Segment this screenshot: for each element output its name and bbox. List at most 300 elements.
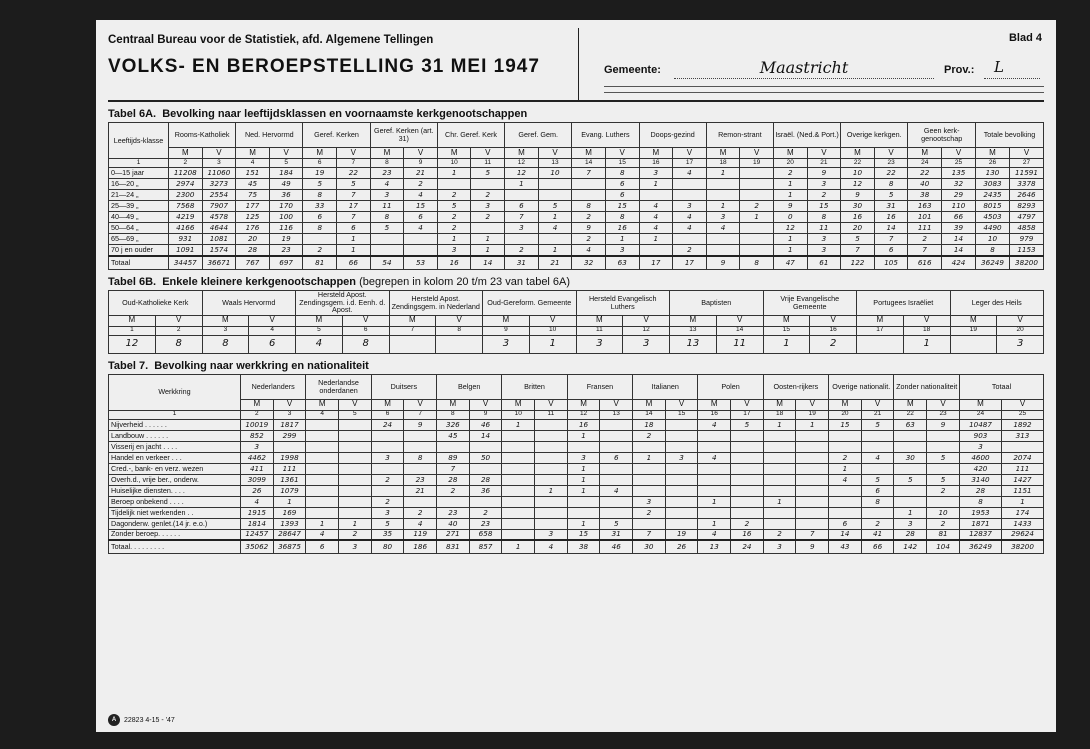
data-cell: 7 xyxy=(874,234,908,245)
sex-row xyxy=(109,315,1044,326)
data-cell: 3 xyxy=(437,245,471,256)
female-header: V xyxy=(927,399,960,410)
data-cell xyxy=(502,452,535,463)
data-cell: 12837 xyxy=(960,529,1002,540)
column-number: 4 xyxy=(249,326,296,335)
column-number: 15 xyxy=(605,159,639,168)
data-cell: 2300 xyxy=(169,190,203,201)
group-header: Ned. Hervormd xyxy=(236,123,303,148)
data-cell xyxy=(572,179,606,190)
data-cell xyxy=(371,463,404,474)
total-label: Totaal xyxy=(109,256,169,270)
data-cell: 28 xyxy=(236,245,270,256)
data-cell: 1 xyxy=(773,245,807,256)
data-cell: 119 xyxy=(404,529,437,540)
data-cell: 28 xyxy=(894,529,927,540)
column-number: 22 xyxy=(841,159,875,168)
male-header: M xyxy=(706,148,740,159)
gemeente-label: Gemeente: xyxy=(604,64,661,76)
male-header: M xyxy=(908,148,942,159)
female-header: V xyxy=(673,148,707,159)
data-cell: 1 xyxy=(273,496,306,507)
data-cell xyxy=(471,179,505,190)
column-number: 5 xyxy=(339,410,372,419)
column-number: 17 xyxy=(673,159,707,168)
data-cell xyxy=(829,496,862,507)
column-number: 25 xyxy=(942,159,976,168)
data-cell xyxy=(829,485,862,496)
data-cell: 2435 xyxy=(975,190,1009,201)
data-cell: 3 xyxy=(665,452,698,463)
data-cell: 5 xyxy=(861,474,894,485)
male-header: M xyxy=(763,399,796,410)
data-cell: 7 xyxy=(505,212,539,223)
table-6a-title xyxy=(108,108,1044,120)
column-number: 9 xyxy=(483,326,530,335)
data-cell xyxy=(370,234,404,245)
gemeente-value: Maastricht xyxy=(674,58,934,79)
female-header: V xyxy=(471,148,505,159)
column-number-row xyxy=(109,326,1044,335)
data-cell: 1 xyxy=(639,179,673,190)
data-cell xyxy=(639,190,673,201)
column-number: 3 xyxy=(273,410,306,419)
female-header: V xyxy=(269,148,303,159)
data-cell xyxy=(763,430,796,441)
data-cell: 5 xyxy=(731,419,764,430)
data-cell: 1915 xyxy=(241,507,274,518)
data-cell: 2 xyxy=(572,234,606,245)
data-cell xyxy=(306,474,339,485)
female-header: V xyxy=(202,148,236,159)
total-cell: 616 xyxy=(908,256,942,270)
table-row xyxy=(109,507,1044,518)
column-number: 8 xyxy=(437,410,470,419)
header-row xyxy=(109,290,1044,315)
data-cell xyxy=(502,474,535,485)
column-number: 11 xyxy=(576,326,623,335)
data-cell: 1 xyxy=(437,234,471,245)
data-cell: 49 xyxy=(269,179,303,190)
data-cell: 19 xyxy=(269,234,303,245)
total-cell: 36249 xyxy=(975,256,1009,270)
data-cell: 1 xyxy=(763,335,810,353)
group-header: Vrije Evangelische Gemeente xyxy=(763,290,857,315)
data-cell: 21 xyxy=(404,485,437,496)
data-cell: 1 xyxy=(538,212,572,223)
data-cell xyxy=(665,518,698,529)
data-cell: 1 xyxy=(706,201,740,212)
data-cell: 8 xyxy=(975,245,1009,256)
data-cell: 2 xyxy=(927,518,960,529)
column-number: 26 xyxy=(975,159,1009,168)
data-cell xyxy=(371,441,404,452)
total-cell: 36671 xyxy=(202,256,236,270)
column-number: 20 xyxy=(773,159,807,168)
data-cell: 1 xyxy=(706,168,740,179)
data-cell xyxy=(437,179,471,190)
data-cell: 3099 xyxy=(241,474,274,485)
header-rule xyxy=(604,86,1044,87)
total-cell: 697 xyxy=(269,256,303,270)
data-cell: 4600 xyxy=(960,452,1002,463)
data-cell xyxy=(796,441,829,452)
table-6b-number: Tabel 6B. xyxy=(108,275,157,288)
data-cell: 28647 xyxy=(273,529,306,540)
data-cell: 1 xyxy=(337,245,371,256)
data-cell: 2 xyxy=(471,212,505,223)
total-cell: 38200 xyxy=(1002,540,1044,554)
data-cell xyxy=(665,430,698,441)
data-cell xyxy=(339,463,372,474)
data-cell: 5 xyxy=(538,201,572,212)
data-cell: 2 xyxy=(371,474,404,485)
data-cell xyxy=(339,441,372,452)
row-label: 0—15 jaar xyxy=(109,168,169,179)
row-label: 16—20 „ xyxy=(109,179,169,190)
column-number: 25 xyxy=(1002,410,1044,419)
total-cell: 767 xyxy=(236,256,270,270)
column-number: 23 xyxy=(874,159,908,168)
row-label: Nijverheid . . . . . . xyxy=(109,419,241,430)
data-cell: 1 xyxy=(535,485,568,496)
total-cell: 81 xyxy=(303,256,337,270)
data-cell xyxy=(633,463,666,474)
data-cell: 1 xyxy=(639,234,673,245)
table-row xyxy=(109,201,1044,212)
group-header: Nederlandse onderdanen xyxy=(306,374,371,399)
female-header: V xyxy=(796,399,829,410)
data-cell: 26 xyxy=(241,485,274,496)
data-cell: 125 xyxy=(236,212,270,223)
data-cell: 2 xyxy=(437,223,471,234)
group-header: Oosten-rijkers xyxy=(763,374,828,399)
group-header: Britten xyxy=(502,374,567,399)
data-cell xyxy=(469,441,502,452)
column-number: 23 xyxy=(927,410,960,419)
data-cell: 5 xyxy=(471,168,505,179)
data-cell xyxy=(731,507,764,518)
data-cell xyxy=(829,507,862,518)
data-cell: 8 xyxy=(874,179,908,190)
male-header: M xyxy=(698,399,731,410)
data-cell: 18 xyxy=(633,419,666,430)
column-number: 24 xyxy=(908,159,942,168)
data-cell xyxy=(306,496,339,507)
table-row xyxy=(109,430,1044,441)
data-cell: 29 xyxy=(942,190,976,201)
data-cell xyxy=(861,507,894,518)
female-header: V xyxy=(807,148,841,159)
table-row xyxy=(109,518,1044,529)
data-cell: 16 xyxy=(874,212,908,223)
male-header: M xyxy=(241,399,274,410)
row-label: Visserij en jacht . . . . xyxy=(109,441,241,452)
data-cell xyxy=(339,430,372,441)
data-cell: 100 xyxy=(269,212,303,223)
data-cell: 2 xyxy=(471,190,505,201)
male-header: M xyxy=(483,315,530,326)
group-header: Remon-strant xyxy=(706,123,773,148)
table-6b-caption: Enkele kleinere kerkgenootschappen xyxy=(162,275,357,288)
data-cell xyxy=(861,441,894,452)
female-header: V xyxy=(155,315,202,326)
data-cell: 7 xyxy=(796,529,829,540)
column-number: 13 xyxy=(600,410,633,419)
data-cell: 3083 xyxy=(975,179,1009,190)
data-cell: 3 xyxy=(576,335,623,353)
total-cell: 24 xyxy=(731,540,764,554)
table-row xyxy=(109,245,1044,256)
column-number: 2 xyxy=(169,159,203,168)
data-cell xyxy=(731,496,764,507)
data-cell: 1393 xyxy=(273,518,306,529)
data-cell: 4 xyxy=(673,212,707,223)
female-header: V xyxy=(404,148,438,159)
data-cell xyxy=(665,496,698,507)
data-cell: 184 xyxy=(269,168,303,179)
column-number: 19 xyxy=(950,326,997,335)
data-cell xyxy=(763,474,796,485)
data-cell: 1 xyxy=(894,507,927,518)
column-number: 24 xyxy=(960,410,1002,419)
column-number: 18 xyxy=(903,326,950,335)
data-cell: 24 xyxy=(371,419,404,430)
group-header: Oud-Katholieke Kerk xyxy=(109,290,203,315)
female-header: V xyxy=(903,315,950,326)
data-cell: 1871 xyxy=(960,518,1002,529)
female-header: V xyxy=(273,399,306,410)
group-header: Belgen xyxy=(437,374,502,399)
data-cell: 36 xyxy=(469,485,502,496)
header-rule xyxy=(604,92,1044,93)
data-cell: 7 xyxy=(841,245,875,256)
data-cell: 1081 xyxy=(202,234,236,245)
data-cell: 1 xyxy=(633,452,666,463)
data-cell: 3 xyxy=(371,507,404,518)
data-cell: 10 xyxy=(927,507,960,518)
column-number: 4 xyxy=(236,159,270,168)
data-cell: 1 xyxy=(903,335,950,353)
data-cell: 4 xyxy=(404,223,438,234)
data-cell xyxy=(740,168,774,179)
data-cell xyxy=(927,441,960,452)
data-cell: 1 xyxy=(529,335,576,353)
data-cell xyxy=(600,474,633,485)
data-cell: 5 xyxy=(437,201,471,212)
data-cell xyxy=(437,496,470,507)
data-cell xyxy=(600,419,633,430)
female-header: V xyxy=(731,399,764,410)
data-cell: 271 xyxy=(437,529,470,540)
group-header: Hersteld Apost. Zendingsgem. in Nederland xyxy=(389,290,483,315)
total-cell: 63 xyxy=(605,256,639,270)
data-cell xyxy=(927,430,960,441)
data-cell xyxy=(404,496,437,507)
data-cell: 9 xyxy=(807,168,841,179)
data-cell: 3 xyxy=(997,335,1044,353)
data-cell: 50 xyxy=(469,452,502,463)
data-cell: 0 xyxy=(773,212,807,223)
data-cell: 16 xyxy=(567,419,600,430)
data-cell: 6 xyxy=(337,223,371,234)
data-cell: 2 xyxy=(469,507,502,518)
group-header: Chr. Geref. Kerk xyxy=(437,123,504,148)
column-number: 21 xyxy=(861,410,894,419)
column-number: 21 xyxy=(807,159,841,168)
data-cell: 1 xyxy=(567,463,600,474)
total-cell: 104 xyxy=(927,540,960,554)
data-cell: 3 xyxy=(639,168,673,179)
data-cell xyxy=(339,419,372,430)
data-cell xyxy=(927,463,960,474)
column-number: 14 xyxy=(572,159,606,168)
row-label: Landbouw . . . . . . xyxy=(109,430,241,441)
column-number: 8 xyxy=(436,326,483,335)
total-cell: 9 xyxy=(796,540,829,554)
total-cell: 66 xyxy=(861,540,894,554)
data-cell xyxy=(339,485,372,496)
data-cell: 4 xyxy=(698,529,731,540)
form-title: VOLKS- EN BEROEPSTELLING 31 MEI 1947 xyxy=(108,56,540,77)
data-cell xyxy=(706,234,740,245)
data-cell: 4166 xyxy=(169,223,203,234)
data-cell: 2 xyxy=(572,212,606,223)
female-header: V xyxy=(716,315,763,326)
table-6a-caption: Bevolking naar leeftijdsklassen en voornaamste kerkgenootschappen xyxy=(162,108,528,120)
group-header: Overige nationalit. xyxy=(829,374,894,399)
male-header: M xyxy=(975,148,1009,159)
data-cell: 2974 xyxy=(169,179,203,190)
data-cell xyxy=(763,452,796,463)
data-cell: 39 xyxy=(942,223,976,234)
data-cell xyxy=(740,179,774,190)
column-number: 15 xyxy=(763,326,810,335)
table-6b-note: (begrepen in kolom 20 t/m 23 van tabel 6A) xyxy=(359,275,571,288)
data-cell: 6 xyxy=(605,179,639,190)
total-cell: 831 xyxy=(437,540,470,554)
data-cell xyxy=(731,430,764,441)
data-cell: 40 xyxy=(908,179,942,190)
group-header: Totaal xyxy=(960,374,1044,399)
data-cell: 8 xyxy=(370,212,404,223)
group-header: Leger des Heils xyxy=(950,290,1044,315)
data-cell: 7568 xyxy=(169,201,203,212)
data-cell xyxy=(600,496,633,507)
column-number: 7 xyxy=(389,326,436,335)
data-cell: 11060 xyxy=(202,168,236,179)
bureau-name: Centraal Bureau voor de Statistiek, afd. Algemene Tellingen xyxy=(108,34,434,46)
table-row xyxy=(109,441,1044,452)
data-cell: 4 xyxy=(698,419,731,430)
column-number: 7 xyxy=(337,159,371,168)
data-cell: 2 xyxy=(763,529,796,540)
data-cell: 2 xyxy=(303,245,337,256)
data-cell: 7 xyxy=(437,463,470,474)
data-cell xyxy=(502,463,535,474)
group-header: Geref. Gem. xyxy=(505,123,572,148)
group-header: Hersteld Apost. Zendingsgem. i.d. Eenh. d. Apost. xyxy=(296,290,390,315)
total-cell: 105 xyxy=(874,256,908,270)
data-cell: 2 xyxy=(908,234,942,245)
data-cell: 11 xyxy=(716,335,763,353)
female-header: V xyxy=(1009,148,1043,159)
column-number: 8 xyxy=(370,159,404,168)
data-cell xyxy=(633,485,666,496)
male-header: M xyxy=(960,399,1002,410)
data-cell: 3 xyxy=(370,190,404,201)
column-number: 13 xyxy=(670,326,717,335)
total-cell: 46 xyxy=(600,540,633,554)
data-cell: 5 xyxy=(370,223,404,234)
data-cell: 1433 xyxy=(1002,518,1044,529)
data-cell xyxy=(673,190,707,201)
data-cell: 313 xyxy=(1002,430,1044,441)
data-cell: 7 xyxy=(337,212,371,223)
male-header: M xyxy=(437,399,470,410)
data-cell: 15 xyxy=(829,419,862,430)
male-header: M xyxy=(829,399,862,410)
group-header: Fransen xyxy=(567,374,632,399)
data-cell: 8 xyxy=(202,335,249,353)
data-cell xyxy=(273,441,306,452)
data-cell: 14 xyxy=(942,234,976,245)
data-cell: 2 xyxy=(437,485,470,496)
data-cell: 1 xyxy=(740,212,774,223)
data-cell: 12457 xyxy=(241,529,274,540)
table-row xyxy=(109,212,1044,223)
data-cell: 135 xyxy=(942,168,976,179)
male-header: M xyxy=(236,148,270,159)
data-cell: 3 xyxy=(505,223,539,234)
total-cell: 80 xyxy=(371,540,404,554)
data-cell: 40 xyxy=(437,518,470,529)
female-header: V xyxy=(249,315,296,326)
data-cell: 1892 xyxy=(1002,419,1044,430)
data-cell xyxy=(763,441,796,452)
female-header: V xyxy=(538,148,572,159)
data-cell: 10 xyxy=(841,168,875,179)
data-cell: 1 xyxy=(567,485,600,496)
data-cell: 10 xyxy=(538,168,572,179)
total-cell: 6 xyxy=(306,540,339,554)
data-cell: 8 xyxy=(404,452,437,463)
data-cell: 29624 xyxy=(1002,529,1044,540)
data-cell: 2 xyxy=(740,201,774,212)
female-header: V xyxy=(404,399,437,410)
data-cell: 13 xyxy=(670,335,717,353)
row-label: 40—49 „ xyxy=(109,212,169,223)
total-cell: 13 xyxy=(698,540,731,554)
data-cell xyxy=(665,463,698,474)
row-label: 21—24 „ xyxy=(109,190,169,201)
column-number: 12 xyxy=(505,159,539,168)
group-header: Nederlanders xyxy=(241,374,306,399)
data-cell: 1 xyxy=(698,496,731,507)
data-cell: 16 xyxy=(841,212,875,223)
column-number: 2 xyxy=(241,410,274,419)
total-row xyxy=(109,540,1044,554)
data-cell: 5 xyxy=(927,452,960,463)
data-cell: 7 xyxy=(572,168,606,179)
data-cell: 1 xyxy=(763,419,796,430)
data-cell: 66 xyxy=(942,212,976,223)
row-label: Cred.-, bank- en verz. wezen xyxy=(109,463,241,474)
data-cell xyxy=(731,463,764,474)
data-cell: 38 xyxy=(908,190,942,201)
data-cell: 20 xyxy=(236,234,270,245)
table-6a-number: Tabel 6A. xyxy=(108,108,157,120)
